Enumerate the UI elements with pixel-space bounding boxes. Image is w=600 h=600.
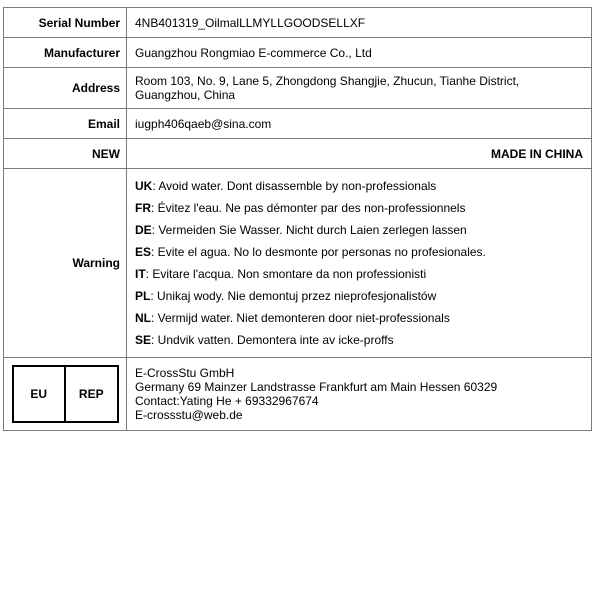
warning-code: IT: [135, 267, 146, 281]
warning-code: SE: [135, 333, 152, 347]
eu-rep-row: [4, 358, 592, 431]
warning-code: DE: [135, 223, 152, 237]
manufacturer-label: Manufacturer: [4, 38, 127, 68]
rep-contact: Contact:Yating He + 69332967674: [135, 394, 319, 408]
warning-code: PL: [135, 289, 151, 303]
warning-sentence: : Évitez l'eau. Ne pas démonter par des non-professionnels: [151, 201, 466, 215]
warning-line-it: [135, 267, 583, 281]
warning-sentence: : Evite el agua. No lo desmonte por personas no profesionales.: [151, 245, 486, 259]
serial-label: Serial Number: [4, 8, 127, 38]
email-label: Email: [4, 109, 127, 139]
eu-rep-details: [127, 358, 592, 431]
email-row: [4, 109, 592, 139]
email-value: iugph406qaeb@sina.com: [127, 109, 592, 139]
made-in-china: MADE IN CHINA: [127, 139, 592, 169]
warning-sentence: : Vermeiden Sie Wasser. Nicht durch Laien zerlegen lassen: [151, 223, 467, 237]
product-label-table: [3, 7, 592, 431]
warning-sentence: : Vermijd water. Niet demonteren door niet-professionals: [151, 311, 450, 325]
warning-row: [4, 169, 592, 358]
eu-badge-text: EU: [14, 367, 67, 421]
eu-rep-badge: [12, 365, 119, 423]
manufacturer-value: Guangzhou Rongmiao E-commerce Co., Ltd: [127, 38, 592, 68]
address-label: Address: [4, 68, 127, 109]
warning-line-se: [135, 333, 583, 347]
warning-text: [127, 169, 592, 358]
warning-sentence: : Evitare l'acqua. Non smontare da non professionisti: [145, 267, 427, 281]
rep-address: Germany 69 Mainzer Landstrasse Frankfurt am Main Hessen 60329: [135, 380, 498, 394]
rep-badge-text: REP: [78, 387, 104, 401]
serial-row: [4, 8, 592, 38]
address-line-1: Room 103, No. 9, Lane 5, Zhongdong Shangjie, Zhucun, Tianhe District,: [135, 74, 520, 88]
address-value: [127, 68, 592, 109]
warning-line-es: [135, 245, 583, 259]
warning-code: NL: [135, 311, 151, 325]
rep-email: E-crossstu@web.de: [135, 408, 243, 422]
manufacturer-row: [4, 38, 592, 68]
new-label: NEW: [4, 139, 127, 169]
warning-sentence: : Unikaj wody. Nie demontuj przez nieprofesjonalistów: [150, 289, 437, 303]
warning-line-nl: [135, 311, 583, 325]
warning-code: FR: [135, 201, 151, 215]
warning-code: ES: [135, 245, 152, 259]
warning-code: UK: [135, 179, 153, 193]
eu-rep-symbol-cell: [4, 358, 127, 431]
warning-line-de: [135, 223, 583, 237]
warning-line-pl: [135, 289, 583, 303]
warning-line-fr: [135, 201, 583, 215]
origin-row: [4, 139, 592, 169]
rep-company: E-CrossStu GmbH: [135, 366, 235, 380]
warning-sentence: : Avoid water. Dont disassemble by non-professionals: [152, 179, 437, 193]
address-line-2: Guangzhou, China: [135, 88, 236, 102]
warning-line-uk: [135, 179, 583, 193]
warning-label: Warning: [4, 169, 127, 358]
address-row: [4, 68, 592, 109]
serial-value: 4NB401319_OilmalLLMYLLGOODSELLXF: [127, 8, 592, 38]
warning-sentence: : Undvik vatten. Demontera inte av icke-proffs: [151, 333, 394, 347]
